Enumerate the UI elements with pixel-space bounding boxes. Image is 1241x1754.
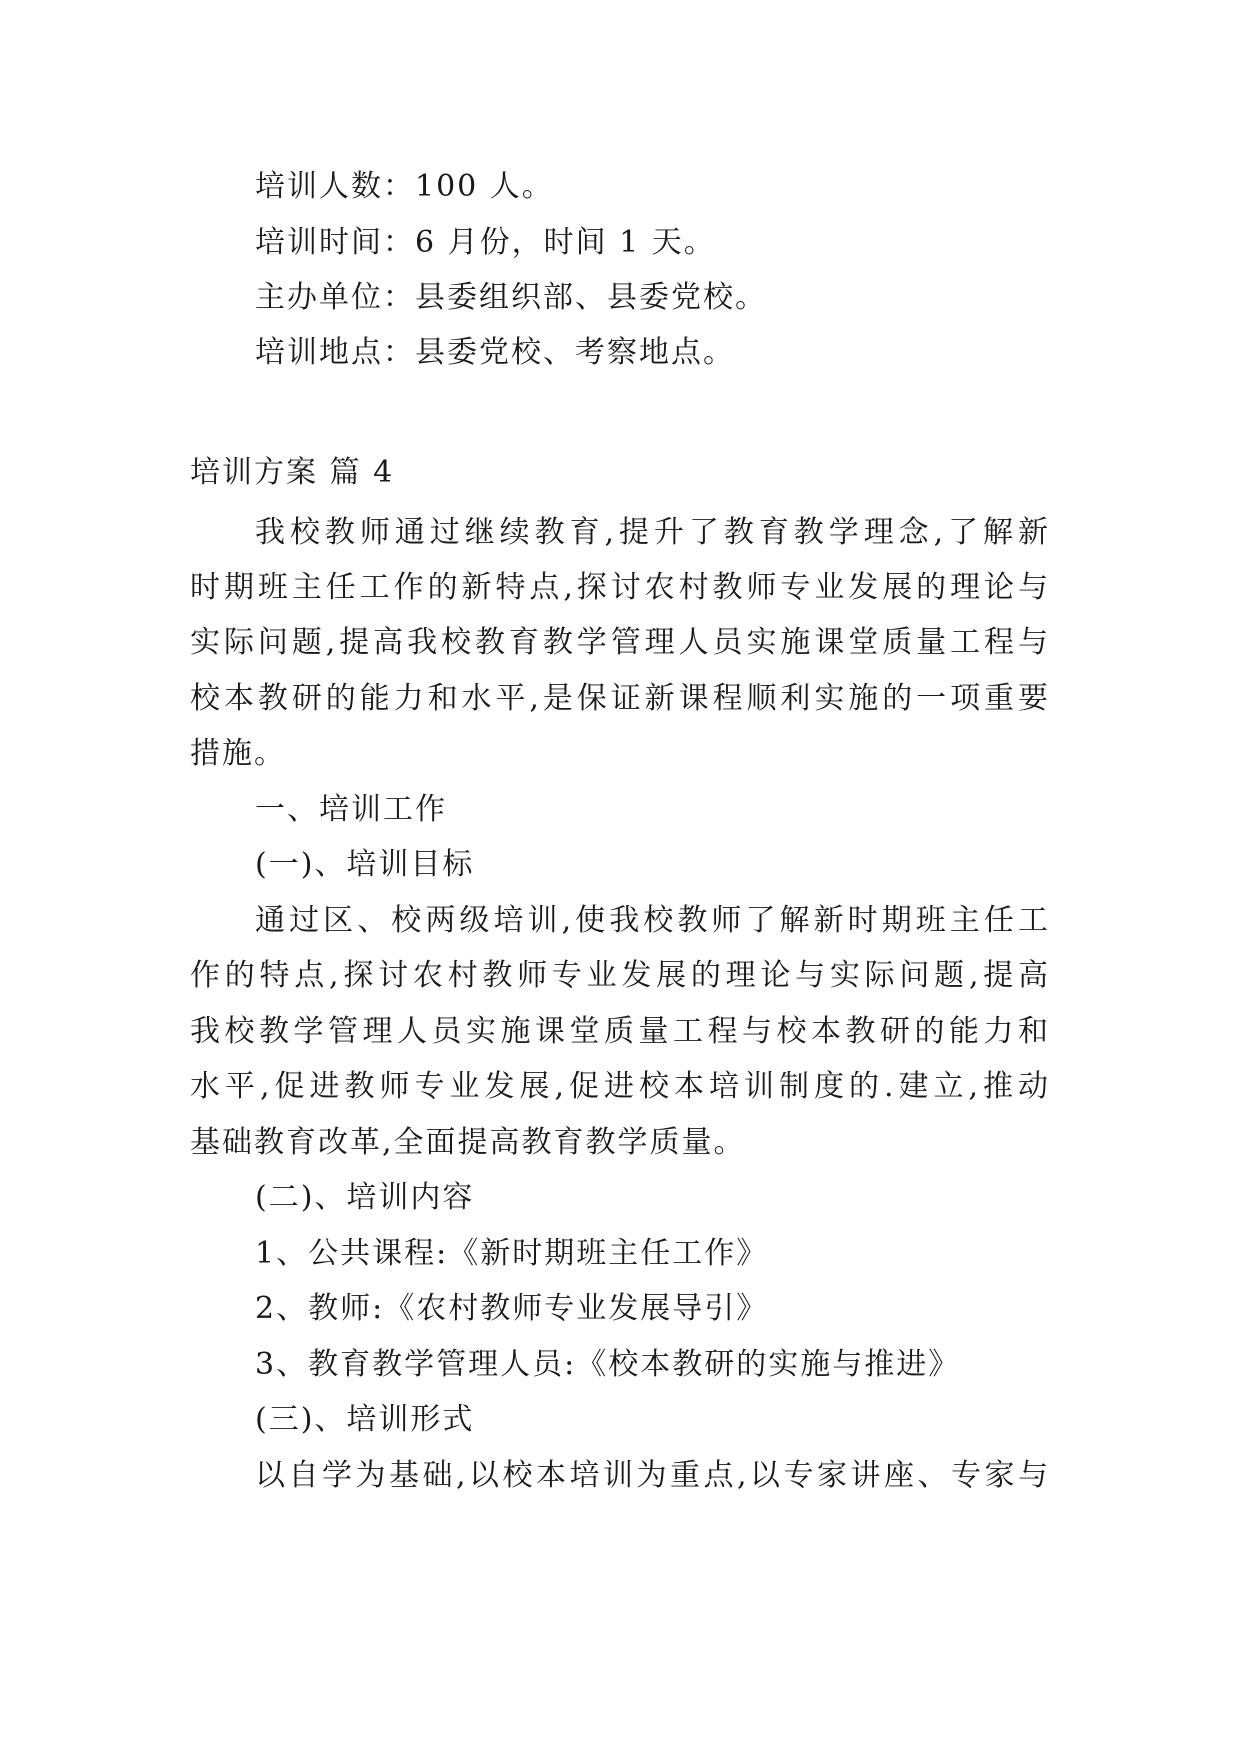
subheading-training-form: (三)、培训形式 xyxy=(255,1402,475,1437)
subheading-training-work: 一、培训工作 xyxy=(255,792,447,827)
paragraph-line: 水平,促进教师专业发展,促进校本培训制度的.建立,推动 xyxy=(190,1069,1048,1104)
paragraph-line: 校本教研的能力和水平,是保证新课程顺利实施的一项重要 xyxy=(190,681,1048,716)
paragraph-line: 基础教育改革,全面提高教育教学质量。 xyxy=(190,1125,746,1160)
paragraph-line: 实际问题,提高我校教育教学管理人员实施课堂质量工程与 xyxy=(190,625,1048,660)
training-location-line: 培训地点：县委党校、考察地点。 xyxy=(255,335,735,370)
paragraph-line: 通过区、校两级培训,使我校教师了解新时期班主任工 xyxy=(255,903,1048,938)
list-item: 3、教育教学管理人员:《校本教研的实施与推进》 xyxy=(255,1347,961,1382)
training-count-line: 培训人数：100 人。 xyxy=(255,169,554,204)
paragraph-line: 以自学为基础,以校本培训为重点,以专家讲座、专家与 xyxy=(255,1458,1048,1493)
paragraph-line: 作的特点,探讨农村教师专业发展的理论与实际问题,提高 xyxy=(190,958,1048,993)
paragraph-line: 我校教师通过继续教育,提升了教育教学理念,了解新 xyxy=(255,515,1048,550)
paragraph-line: 我校教学管理人员实施课堂质量工程与校本教研的能力和 xyxy=(190,1014,1048,1049)
paragraph-line: 措施。 xyxy=(190,736,286,771)
section-heading: 培训方案 篇 4 xyxy=(190,455,395,490)
list-item: 1、公共课程:《新时期班主任工作》 xyxy=(255,1236,769,1271)
subheading-training-goal: (一)、培训目标 xyxy=(255,847,475,882)
subheading-training-content: (二)、培训内容 xyxy=(255,1180,475,1215)
training-time-line: 培训时间：6 月份，时间 1 天。 xyxy=(255,225,716,260)
paragraph-line: 时期班主任工作的新特点,探讨农村教师专业发展的理论与 xyxy=(190,570,1048,605)
organizer-line: 主办单位：县委组织部、县委党校。 xyxy=(255,280,767,315)
list-item: 2、教师:《农村教师专业发展导引》 xyxy=(255,1291,769,1326)
